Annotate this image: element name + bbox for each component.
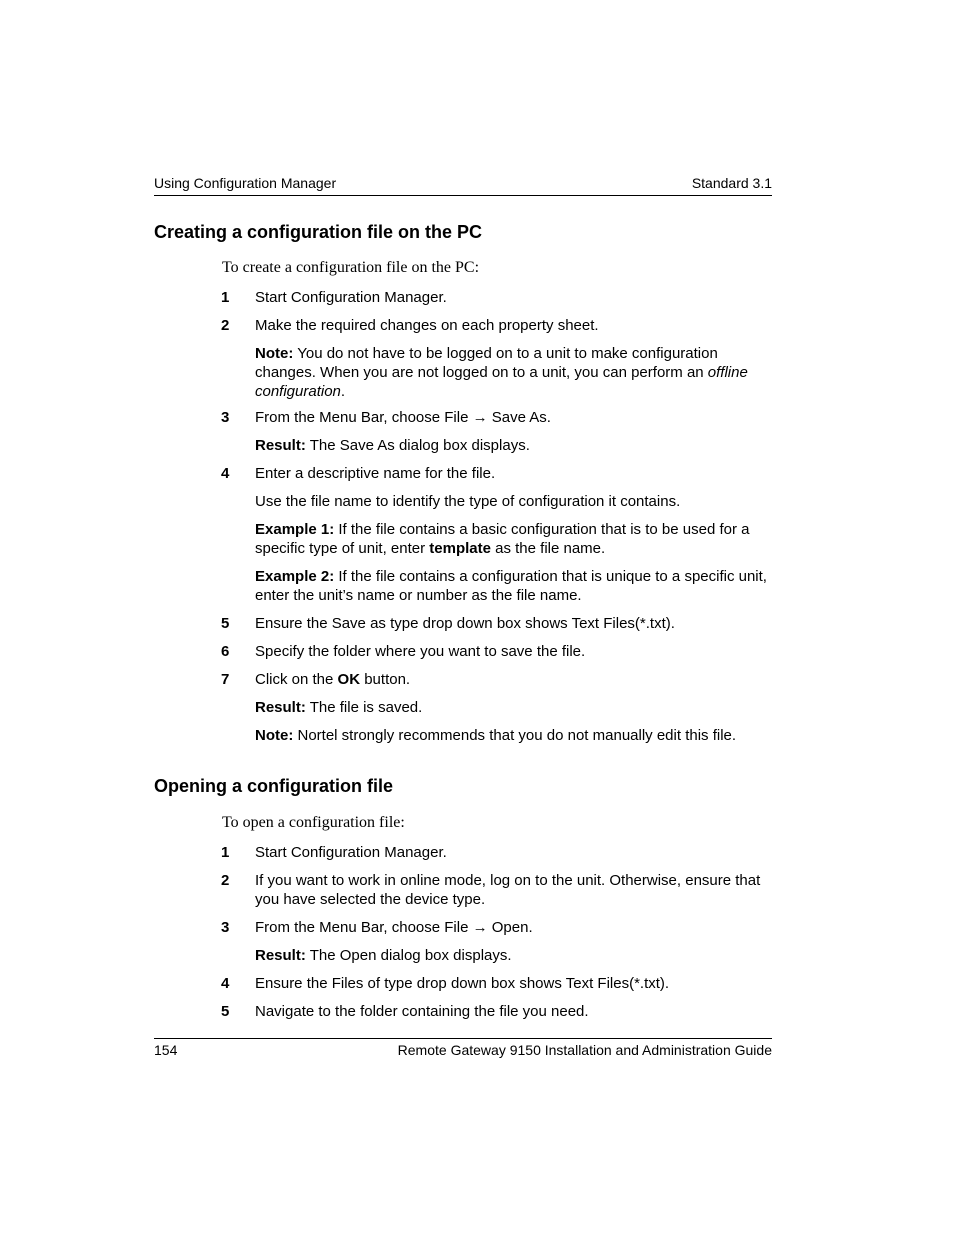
example-text: If the file contains a configuration that is unique to a specific unit, enter the unit’s name or number as the file name. — [255, 568, 767, 604]
note-end: . — [340, 383, 346, 400]
step-number: 2 — [221, 317, 230, 334]
result-paragraph — [255, 698, 775, 717]
example-label: Example 2: — [255, 568, 335, 585]
footer-rule — [154, 1038, 772, 1039]
result-label: Result: — [255, 699, 306, 716]
step-number: 6 — [221, 643, 230, 660]
example-paragraph — [255, 520, 775, 558]
note-italic-term: offline configuration — [255, 364, 748, 400]
note-label: Note: — [255, 727, 294, 744]
result-label: Result: — [255, 947, 306, 964]
note-text: Nortel strongly recommends that you do not manually edit this file. — [293, 727, 737, 744]
example-label: Example 1: — [255, 521, 335, 538]
step-text: Specify the folder where you want to save the file. — [255, 643, 586, 660]
step-text: Start Configuration Manager. — [255, 289, 447, 306]
step-text: Navigate to the folder containing the file you need. — [255, 1003, 589, 1020]
step-number: 5 — [221, 1003, 230, 1020]
step-number: 5 — [221, 615, 230, 632]
header-chapter-title: Using Configuration Manager — [154, 175, 337, 191]
result-paragraph — [255, 946, 775, 965]
result-text: The Open dialog box displays. — [305, 947, 512, 964]
step-text: Ensure the Files of type drop down box shows Text Files(*.txt). — [255, 975, 670, 992]
header-version: Standard 3.1 — [691, 175, 772, 191]
result-label: Result: — [255, 437, 306, 454]
example-bold-term: template — [429, 540, 491, 557]
step-number: 3 — [221, 919, 230, 936]
header-rule — [154, 195, 772, 196]
step-text: From the Menu Bar, choose File → Open. — [255, 919, 533, 936]
section-intro-open: To open a configuration file: — [222, 814, 405, 831]
example-text: If the file contains a basic configuration that is to be used for a specific type of unit, enter — [255, 521, 750, 557]
ok-button-reference: OK — [337, 671, 361, 688]
step-text: From the Menu Bar, choose File → Save As. — [255, 409, 551, 426]
step-number: 7 — [221, 671, 230, 688]
step-text: Start Configuration Manager. — [255, 844, 447, 861]
step-text-post: button. — [360, 671, 411, 688]
footer-guide-title: Remote Gateway 9150 Installation and Administration Guide — [397, 1042, 772, 1058]
result-paragraph — [255, 436, 775, 455]
step-text: Enter a descriptive name for the file. — [255, 465, 496, 482]
step-number: 4 — [221, 465, 230, 482]
example-paragraph — [255, 567, 775, 605]
result-text: The Save As dialog box displays. — [305, 437, 530, 454]
step-text: Ensure the Save as type drop down box shows Text Files(*.txt). — [255, 615, 675, 632]
note-paragraph — [255, 726, 775, 745]
step-number: 3 — [221, 409, 230, 426]
note-paragraph — [255, 344, 775, 401]
step-paragraph: Use the file name to identify the type of configuration it contains. — [255, 493, 681, 510]
step-text — [255, 670, 775, 689]
step-number: 4 — [221, 975, 230, 992]
step-text-pre: Click on the — [255, 671, 338, 688]
step-number: 1 — [221, 289, 230, 306]
step-text: If you want to work in online mode, log on to the unit. Otherwise, ensure that you have selected the device type. — [255, 872, 761, 908]
step-text: Make the required changes on each property sheet. — [255, 317, 599, 334]
step-number: 2 — [221, 872, 230, 889]
page-number: 154 — [154, 1042, 178, 1058]
note-label: Note: — [255, 345, 294, 362]
section-intro-create: To create a configuration file on the PC: — [222, 259, 480, 276]
example-end: as the file name. — [490, 540, 606, 557]
note-text: You do not have to be logged on to a unit to make configuration changes. When you are not logged on to a unit, you can perform an — [255, 345, 718, 381]
step-number: 1 — [221, 844, 230, 861]
section-heading-create: Creating a configuration file on the PC — [154, 222, 483, 242]
section-heading-open: Opening a configuration file — [154, 776, 394, 796]
result-text: The file is saved. — [305, 699, 423, 716]
